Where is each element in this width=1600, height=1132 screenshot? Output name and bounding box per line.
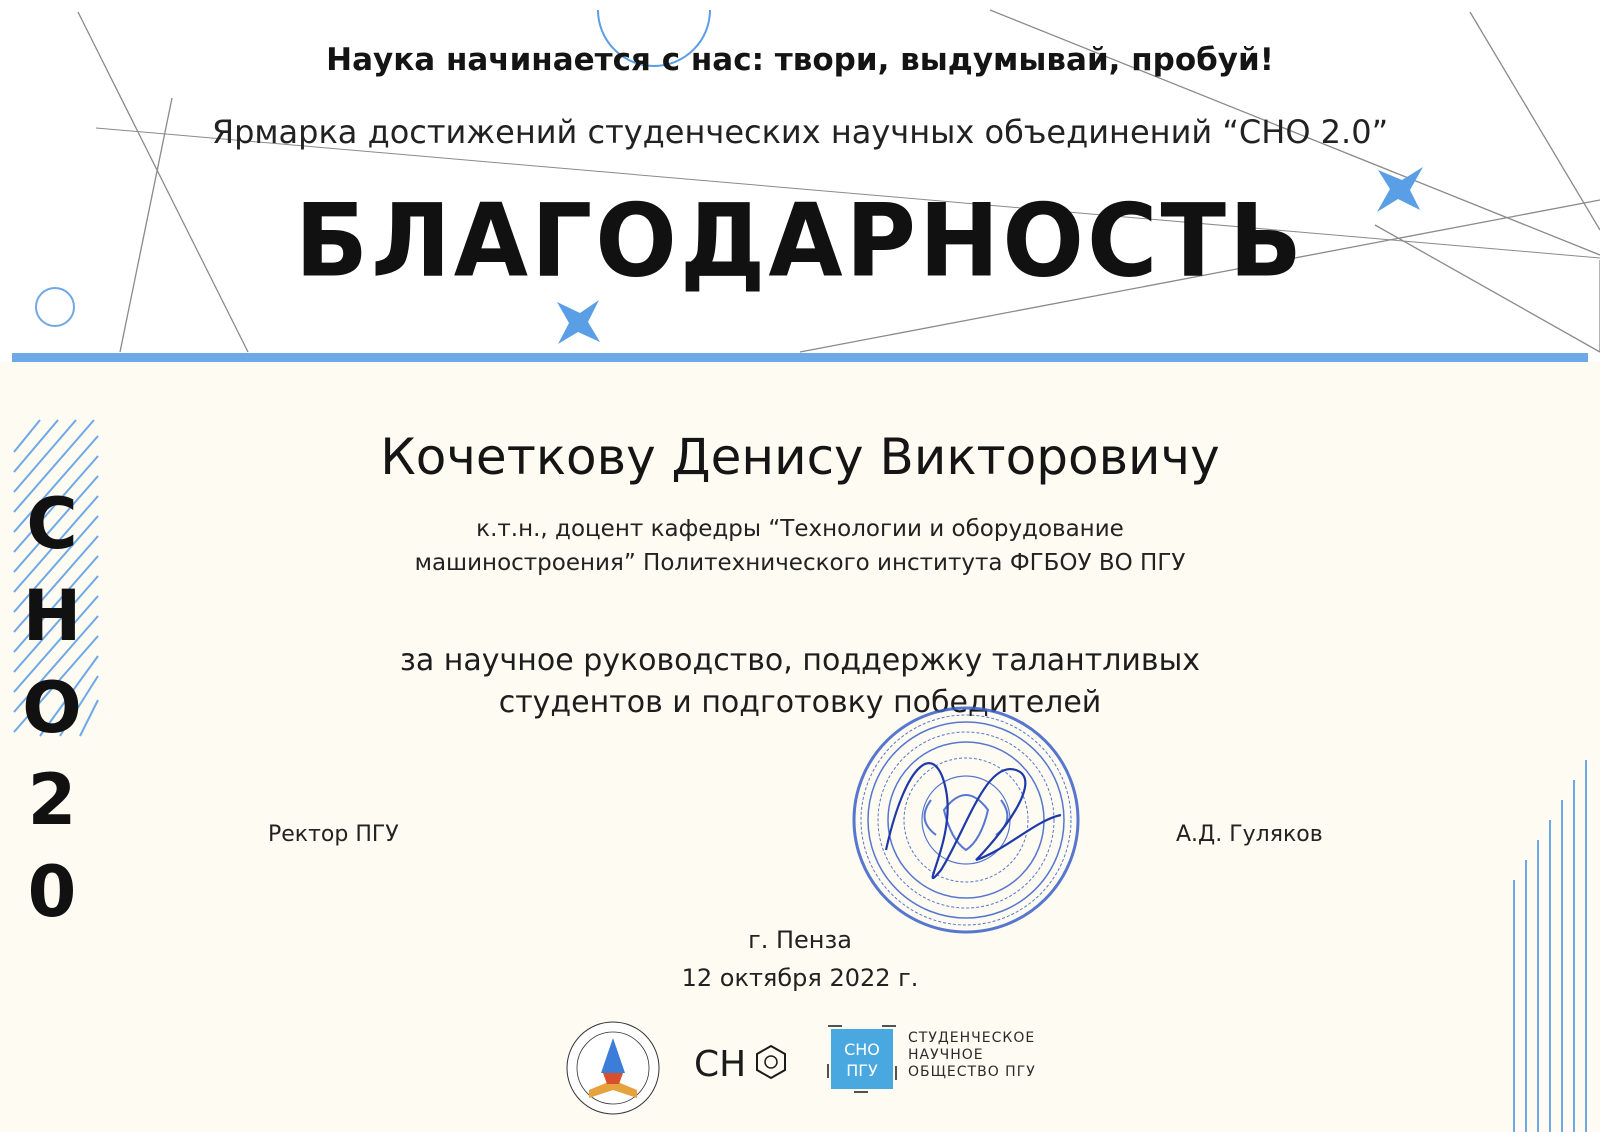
recipient-name: Кочеткову Денису Викторовичу bbox=[380, 428, 1220, 486]
event-title: Ярмарка достижений студенческих научных объединений “СНО 2.0” bbox=[211, 113, 1389, 151]
header-divider bbox=[12, 353, 1588, 362]
hexagon-brain-icon bbox=[753, 1044, 789, 1080]
university-logo-icon bbox=[563, 1018, 663, 1118]
signer-title: Ректор ПГУ bbox=[268, 822, 399, 847]
logo-letter: С bbox=[26, 483, 78, 565]
position-line: машиностроения” Политехнического института ФГБОУ ВО ПГУ bbox=[414, 550, 1186, 576]
issue-date: 12 октября 2022 г. bbox=[681, 964, 919, 992]
city: г. Пенза bbox=[748, 926, 852, 954]
star-icon bbox=[557, 300, 600, 344]
logo-letter: 2 bbox=[27, 759, 77, 841]
sno-text-line: НАУЧНОЕ bbox=[908, 1047, 984, 1063]
recipient-position bbox=[0, 512, 1600, 580]
reason-line: студентов и подготовку победителей bbox=[498, 685, 1102, 720]
sno-text-line: СТУДЕНЧЕСКОЕ bbox=[908, 1030, 1036, 1046]
slogan: Наука начинается с нас: твори, выдумывай, пробуй! bbox=[326, 42, 1274, 78]
sno-wordmark: СН bbox=[694, 1044, 747, 1085]
sno-pgu-badge-icon bbox=[827, 1025, 897, 1093]
signature-scribble-icon bbox=[886, 763, 1061, 878]
reason-line: за научное руководство, поддержку талантливых bbox=[399, 643, 1201, 678]
certificate-title: БЛАГОДАРНОСТЬ bbox=[294, 182, 1306, 300]
logo-letter: О bbox=[22, 667, 82, 749]
official-seal-icon bbox=[846, 700, 1086, 940]
position-line: к.т.н., доцент кафедры “Технологии и оборудование bbox=[476, 516, 1124, 542]
logo-letter: Н bbox=[22, 575, 82, 657]
award-reason bbox=[0, 640, 1600, 724]
signer-name: А.Д. Гуляков bbox=[1176, 822, 1323, 847]
logo-letter: 0 bbox=[27, 851, 77, 933]
badge-bottom-text: ПГУ bbox=[846, 1061, 878, 1080]
sno-text-line: ОБЩЕСТВО ПГУ bbox=[908, 1064, 1036, 1080]
sno-pgu-text bbox=[908, 1030, 1036, 1081]
badge-top-text: СНО bbox=[844, 1040, 880, 1059]
